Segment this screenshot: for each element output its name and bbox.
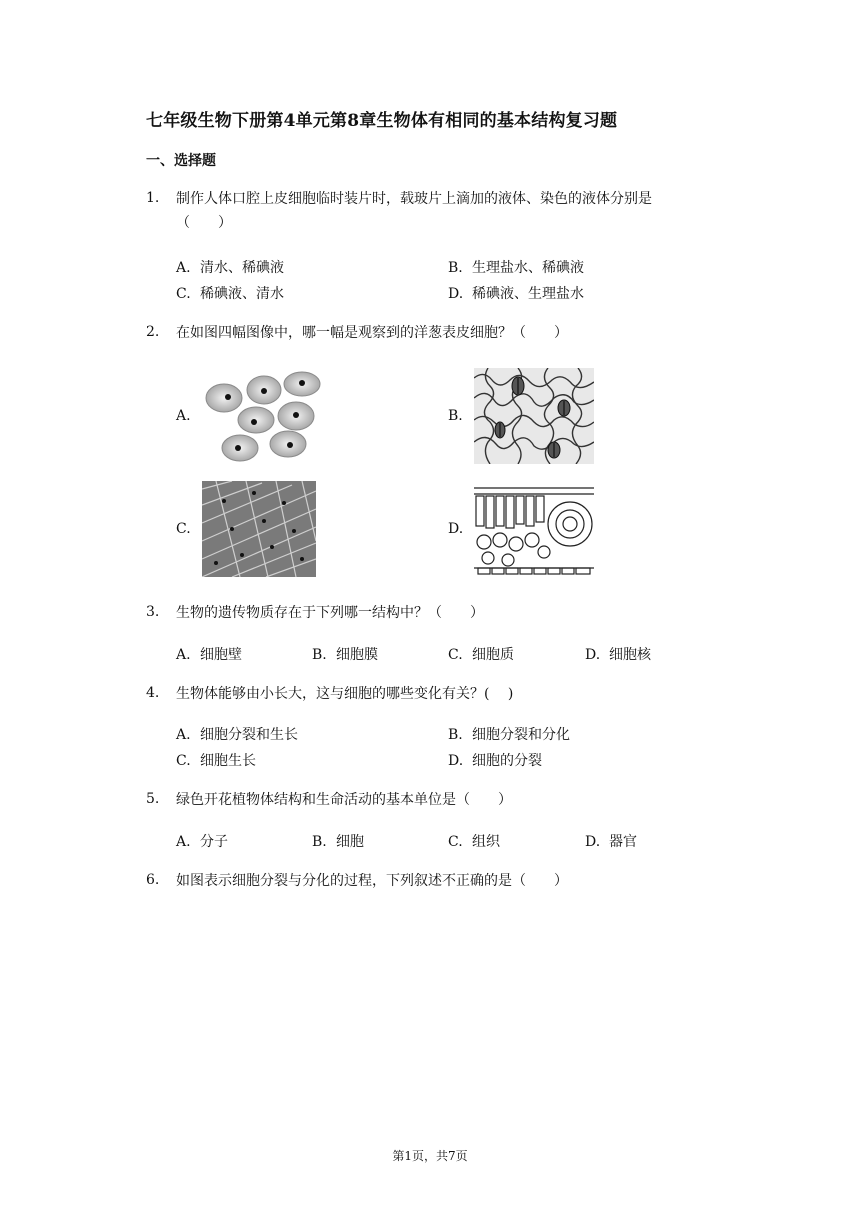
option-text: 稀碘液、生理盐水	[472, 286, 584, 302]
option-text: 细胞核	[609, 647, 651, 663]
question-number: 1.	[146, 190, 160, 206]
leaf-cross-section-icon[interactable]	[474, 484, 594, 576]
option-d[interactable]	[448, 750, 542, 770]
onion-epidermis-cells-icon[interactable]	[202, 481, 316, 577]
option-label: B.	[312, 834, 327, 850]
question-number: 4.	[146, 685, 160, 701]
option-text: 细胞分裂和分化	[472, 727, 570, 743]
option-label: D.	[448, 753, 464, 769]
page-footer: 第1页，共7页	[392, 1149, 468, 1163]
option-c[interactable]	[176, 283, 284, 303]
option-a[interactable]	[176, 644, 242, 664]
option-label: B.	[448, 727, 463, 743]
question-number: 5.	[146, 791, 160, 807]
leaf-epidermis-guard-cells-icon[interactable]	[474, 368, 594, 464]
option-c[interactable]: C.	[176, 521, 191, 537]
option-text: 细胞生长	[200, 753, 256, 769]
option-label: C.	[448, 834, 463, 850]
option-b[interactable]	[312, 644, 378, 664]
option-label: B.	[448, 260, 463, 276]
question-text: 绿色开花植物体结构和生命活动的基本单位是（ ）	[176, 792, 512, 808]
question-text: 在如图四幅图像中，哪一幅是观察到的洋葱表皮细胞？（ ）	[176, 325, 568, 341]
option-b[interactable]: B.	[448, 408, 463, 424]
option-b[interactable]	[312, 831, 364, 851]
option-text: 细胞	[336, 834, 364, 850]
option-label: A.	[176, 647, 191, 663]
option-text: 器官	[609, 834, 637, 850]
option-label: C.	[448, 647, 463, 663]
option-label: C.	[176, 753, 191, 769]
section-heading: 一、选择题	[146, 153, 216, 169]
question-text: 如图表示细胞分裂与分化的过程，下列叙述不正确的是（ ）	[176, 873, 568, 889]
option-label: A.	[176, 260, 191, 276]
option-label: D.	[585, 647, 601, 663]
option-text: 组织	[472, 834, 500, 850]
option-label: C.	[176, 286, 191, 302]
option-text: 生理盐水、稀碘液	[472, 260, 584, 276]
question-number: 6.	[146, 872, 160, 888]
option-d[interactable]	[585, 644, 651, 664]
option-text: 分子	[200, 834, 228, 850]
option-text: 细胞分裂和生长	[200, 727, 298, 743]
option-a[interactable]	[176, 257, 284, 277]
option-label: A.	[176, 834, 191, 850]
option-c[interactable]	[176, 750, 256, 770]
option-text: 清水、稀碘液	[200, 260, 284, 276]
question-number: 2.	[146, 324, 160, 340]
option-b[interactable]	[448, 257, 584, 277]
option-text: 细胞膜	[336, 647, 378, 663]
option-text: 细胞壁	[200, 647, 242, 663]
option-label: D.	[448, 286, 464, 302]
option-label: B.	[312, 647, 327, 663]
option-a[interactable]	[176, 831, 228, 851]
option-label: A.	[176, 727, 191, 743]
option-text: 细胞质	[472, 647, 514, 663]
option-d[interactable]	[585, 831, 637, 851]
question-number: 3.	[146, 604, 160, 620]
question-text: 制作人体口腔上皮细胞临时装片时，载玻片上滴加的液体、染色的液体分别是（ ）	[176, 191, 652, 231]
option-a[interactable]: A.	[176, 408, 191, 424]
human-cheek-cells-icon[interactable]	[200, 370, 324, 464]
question-text: 生物的遗传物质存在于下列哪一结构中？（ ）	[176, 605, 484, 621]
option-text: 细胞的分裂	[472, 753, 542, 769]
page-title: 七年级生物下册第4单元第8章生物体有相同的基本结构复习题	[146, 111, 618, 131]
option-label: D.	[585, 834, 601, 850]
option-d[interactable]	[448, 283, 584, 303]
option-d[interactable]: D.	[448, 521, 464, 537]
question-text: 生物体能够由小长大，这与细胞的哪些变化有关？( )	[176, 686, 514, 702]
option-text: 稀碘液、清水	[200, 286, 284, 302]
option-a[interactable]	[176, 724, 298, 744]
option-c[interactable]	[448, 644, 514, 664]
option-b[interactable]	[448, 724, 570, 744]
option-c[interactable]	[448, 831, 500, 851]
